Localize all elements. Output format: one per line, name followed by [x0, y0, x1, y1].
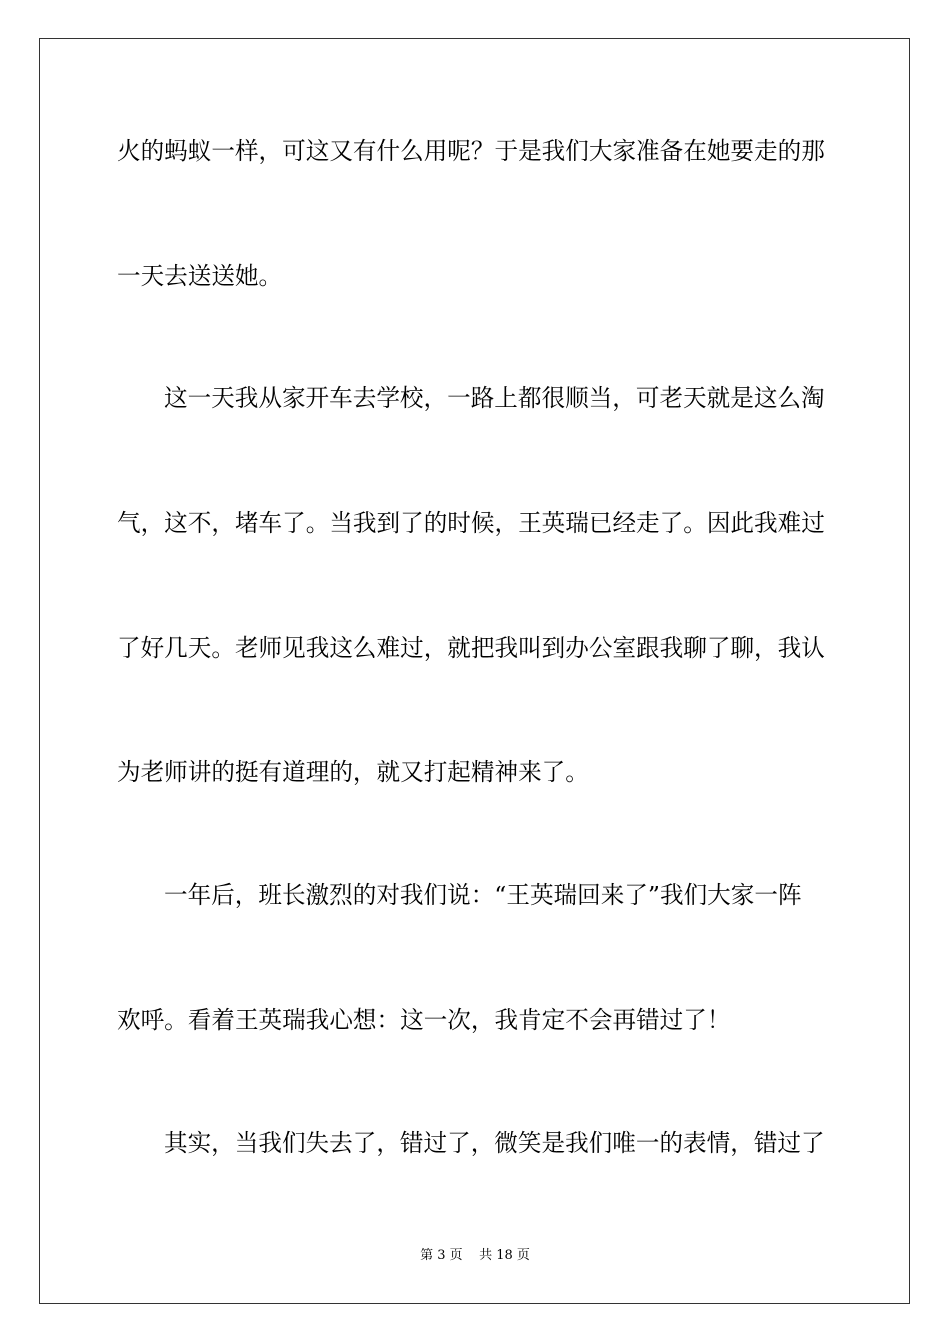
text-line: 一天去送送她。	[117, 262, 283, 290]
paragraph-start-line: 其实，当我们失去了，错过了，微笑是我们唯一的表情，错过了	[164, 1129, 825, 1157]
page-border	[39, 38, 910, 1304]
paragraph-start-line: 这一天我从家开车去学校，一路上都很顺当，可老天就是这么淘	[164, 384, 825, 412]
text-line: 火的蚂蚁一样，可这又有什么用呢？于是我们大家准备在她要走的那	[117, 137, 825, 165]
text-line: 欢呼。看着王英瑞我心想：这一次，我肯定不会再错过了！	[117, 1006, 731, 1034]
text-line: 了好几天。老师见我这么难过，就把我叫到办公室跟我聊了聊，我认	[117, 634, 825, 662]
text-line: 气，这不，堵车了。当我到了的时候，王英瑞已经走了。因此我难过	[117, 509, 825, 537]
page-number-footer: 第 3 页 共 18 页	[420, 1248, 530, 1263]
text-line: 为老师讲的挺有道理的，就又打起精神来了。	[117, 758, 589, 786]
paragraph-start-line: 一年后，班长激烈的对我们说：“王英瑞回来了”我们大家一阵	[164, 881, 802, 909]
